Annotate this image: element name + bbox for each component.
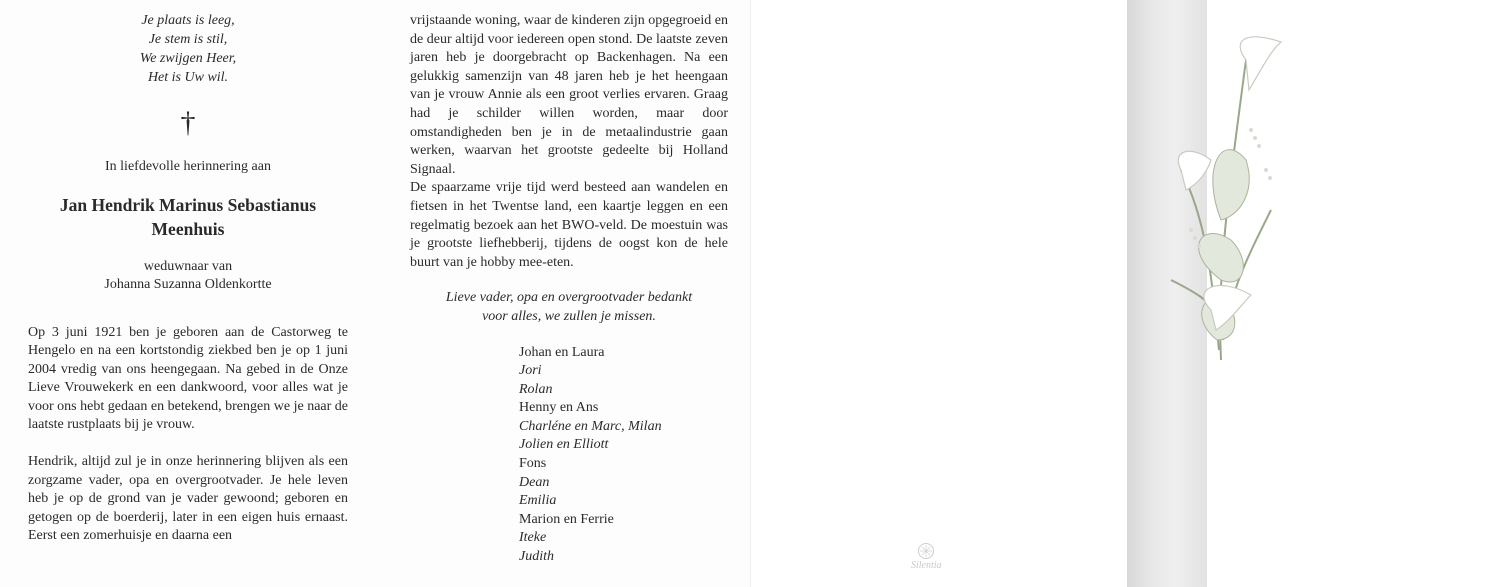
thanks: [410, 289, 728, 326]
paragraph-life: vrijstaande woning, waar de kinderen zijn opgegroeid en de deur altijd voor iedereen open stond. De laatste zeven jaren heb je doorgebracht op Backenhagen. Na een gelukkig samenzijn van 48 jaren heb je het heengaan van je vrouw Annie als een groot verlies ervaren. Graag had je schilder willen worden, maar door omstandigheden ben je in de metaalindustrie gaan werken, waarvan het grootste gedeelte bij Holland Signaal.: [410, 13, 729, 177]
logo-emblem-icon: [917, 542, 935, 560]
family-member: Jori: [519, 363, 542, 379]
family-member: Emilia: [519, 493, 557, 509]
logo-text: Silentia: [911, 560, 942, 571]
widower-of: [28, 258, 348, 294]
family-member: Jolien en Elliott: [519, 437, 609, 453]
poem-line: We zwijgen Heer,: [139, 51, 237, 66]
name-line: Meenhuis: [151, 218, 225, 239]
calla-lily-illustration: [1151, 20, 1291, 370]
family-list: [519, 344, 728, 567]
paragraph-hobbies: De spaarzame vrije tijd werd besteed aan wandelen en fietsen in het Twentse land, een kaartje leggen en een regelmatig bezoek aan het BWO-veld. De moestuin was je grootste liefhebberij, tijdens de oogst kon de hele buurt van je hobby mee-eten.: [410, 180, 728, 270]
family-member: Iteke: [519, 530, 547, 546]
family-member: Henny en Ans: [519, 400, 599, 416]
family-member: Fons: [519, 456, 547, 472]
paragraph-memory: Hendrik, altijd zul je in onze herinnering blijven als een zorgzame vader, opa en overgrootvader. Je hele leven heb je op de grond van je vader gewoond; geboren en getogen op de boerderij, later in een eigen huis ernaast. Eerst een zomerhuisje en daarna een: [28, 454, 348, 543]
family-member: Rolan: [519, 381, 553, 397]
thanks-line: Lieve vader, opa en overgrootvader bedankt: [445, 290, 693, 306]
poem: [28, 12, 348, 88]
thanks-line: voor alles, we zullen je missen.: [482, 308, 656, 324]
intro-text: In liefdevolle herinnering aan: [105, 159, 271, 174]
cross-icon: †: [180, 106, 196, 139]
name-line: Jan Hendrik Marinus Sebastianus: [59, 194, 317, 215]
left-column: [28, 12, 348, 546]
paragraph-birth-death: Op 3 juni 1921 ben je geboren aan de Castorweg te Hengelo en na een kortstondig ziekbed ben je op 1 juni 2004 vredig van ons heengegaan. Na gebed in de Onze Lieve Vrouwekerk en een dankwoord, voor alles wat je voor ons hebt gedaan en betekend, brengen we je naar de laatste rustplaats bij je vrouw.: [28, 324, 348, 432]
family-member: Charléne en Marc, Milan: [519, 418, 662, 434]
deceased-name: [28, 193, 348, 241]
family-member: Dean: [519, 474, 550, 490]
silentia-logo: [911, 542, 942, 571]
family-member: Johan en Laura: [519, 344, 605, 360]
widow-line: weduwnaar van: [143, 258, 233, 274]
family-member: Judith: [519, 549, 554, 565]
poem-line: Je stem is stil,: [148, 32, 228, 47]
card-cover: [750, 0, 1500, 587]
poem-line: Het is Uw wil.: [147, 70, 229, 85]
poem-line: Je plaats is leeg,: [141, 13, 235, 28]
spouse-name: Johanna Suzanna Oldenkortte: [104, 276, 272, 292]
right-column: [410, 12, 728, 567]
family-member: Marion en Ferrie: [519, 511, 614, 527]
